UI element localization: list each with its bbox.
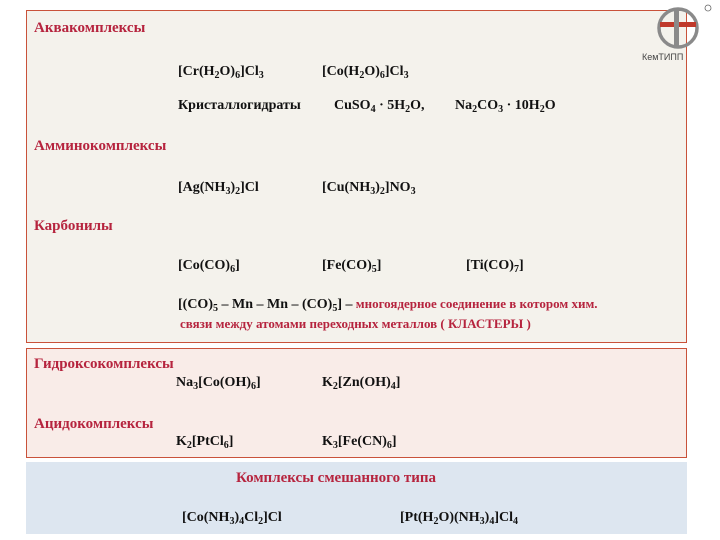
cluster-formula: [$(CO)_5$ – Mn – Mn – $(CO)_5$] – bbox=[178, 297, 353, 314]
aqua-ammine-carbonyl-panel bbox=[26, 10, 687, 343]
formula-cuso4: CuSO$_4$ · $5H_2O$, bbox=[334, 98, 425, 115]
cluster-note-2: связи между атомами переходных металлов ( КЛАСТЕРЫ ) bbox=[180, 316, 531, 331]
mixed-heading: Комплексы смешанного типа bbox=[236, 470, 436, 486]
formula-cu-ammine: $[Cu(NH_3)_2]NO_3$ bbox=[322, 180, 416, 197]
acido-heading: Ацидокомплексы bbox=[34, 416, 154, 432]
hydroxo-heading: Гидроксокомплексы bbox=[34, 356, 174, 372]
ammine-heading: Амминокомплексы bbox=[34, 138, 167, 154]
formula-cr-aqua: $[Cr(H_2O)_6]Cl_3$ bbox=[178, 64, 264, 81]
formula-co-aqua: $[Co(H_2O)_6]Cl_3$ bbox=[322, 64, 409, 81]
formula-k2-ptcl6: $K_2[PtCl_6]$ bbox=[176, 434, 234, 451]
cluster-line bbox=[178, 296, 598, 313]
formula-na2co3: $Na_2CO_3 \cdot 10H_2O$ bbox=[455, 98, 556, 115]
formula-ag-ammine: $[Ag(NH_3)_2]Cl$ bbox=[178, 180, 259, 197]
formula-k3-fe-cn: $K_3[Fe(CN)_6]$ bbox=[322, 434, 397, 451]
formula-co-mixed: $[Co(NH_3)_4Cl_2]Cl$ bbox=[182, 510, 282, 527]
carbonyl-heading: Карбонилы bbox=[34, 218, 113, 234]
formula-fe-carbonyl: $[Fe(CO)_5]$ bbox=[322, 258, 382, 275]
formula-na3-co-oh: $Na_3[Co(OH)_6]$ bbox=[176, 375, 261, 392]
formula-pt-mixed: $[Pt(H_2O)(NH_3)_4]Cl_4$ bbox=[400, 510, 518, 527]
kemtipp-logo bbox=[640, 2, 720, 64]
hydrates-label: Кристаллогидраты bbox=[178, 98, 301, 113]
formula-ti-carbonyl: $[Ti(CO)_7]$ bbox=[466, 258, 524, 275]
aqua-heading: Аквакомплексы bbox=[34, 20, 146, 36]
formula-co-carbonyl: $[Co(CO)_6]$ bbox=[178, 258, 240, 275]
formula-k2-zn-oh: $K_2[Zn(OH)_4]$ bbox=[322, 375, 401, 392]
logo-stem-icon bbox=[674, 10, 679, 46]
cluster-note-1: многоядерное соединение в котором хим. bbox=[355, 296, 598, 311]
logo-text: КемТИПП bbox=[642, 52, 684, 62]
